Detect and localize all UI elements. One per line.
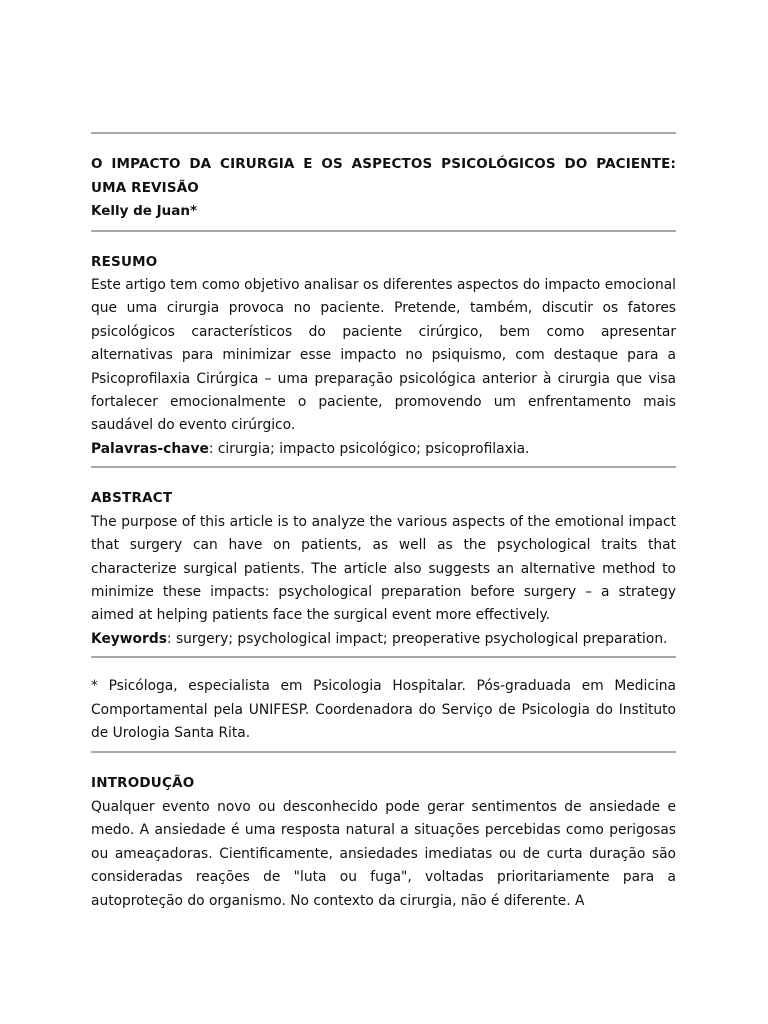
resumo-heading: RESUMO <box>91 253 158 270</box>
author-footnote: * Psicóloga, especialista em Psicologia Hospitalar. Pós-graduada em Medicina Comportamental pela UNIFESP. Coordenadora do Serviço de Psicologia do Instituto de Urologia Santa Rita. <box>91 678 676 741</box>
abstract-keywords-list: : surgery; psychological impact; preoperative psychological preparation. <box>166 630 668 647</box>
introducao-section <box>91 753 676 913</box>
resumo-keywords-list: : cirurgia; impacto psicológico; psicoprofilaxia. <box>208 440 530 457</box>
article-title: O IMPACTO DA CIRURGIA E OS ASPECTOS PSICOLÓGICOS DO PACIENTE: UMA REVISÃO <box>91 156 676 196</box>
abstract-text: The purpose of this article is to analyze the various aspects of the emotional impact that surgery can have on patients, as well as the psychological traits that characterize surgical patients. The article also suggests an alternative method to minimize these impacts: psychological preparation before surgery – a strategy aimed at helping patients face the surgical event more effectively. <box>91 513 676 624</box>
resumo-text: Este artigo tem como objetivo analisar os diferentes aspectos do impacto emocional que uma cirurgia provoca no paciente. Pretende, também, discutir os fatores psicológicos característicos do paciente cirúrgico, bem como apresentar alternativas para minimizar esse impacto no psiquismo, com destaque para a Psicoprofilaxia Cirúrgica – uma preparação psicológica anterior à cirurgia que visa fortalecer emocionalmente o paciente, promovendo um enfrentamento mais saudável do evento cirúrgico. <box>91 277 677 434</box>
resumo-keywords <box>91 438 676 461</box>
abstract-heading: ABSTRACT <box>91 490 173 507</box>
introducao-heading: INTRODUÇÃO <box>91 775 195 792</box>
resumo-keywords-label: Palavras-chave <box>91 440 209 457</box>
introducao-text: Qualquer evento novo ou desconhecido pode gerar sentimentos de ansiedade e medo. A ansiedade é uma resposta natural a situações percebidas como perigosas ou ameaçadoras. Cientificamente, ansiedades imediatas ou de curta duração são consideradas reações de "luta ou fuga", voltadas prioritariamente para a autoproteção do organismo. No contexto da cirurgia, não é diferente. A <box>91 798 676 909</box>
document-page <box>91 132 676 913</box>
article-author: Kelly de Juan* <box>91 203 198 219</box>
abstract-keywords <box>91 628 676 651</box>
abstract-keywords-label: Keywords <box>91 630 167 647</box>
abstract-section <box>91 468 676 656</box>
article-header <box>91 134 676 230</box>
resumo-section <box>91 232 676 467</box>
footnote-section <box>91 658 676 751</box>
